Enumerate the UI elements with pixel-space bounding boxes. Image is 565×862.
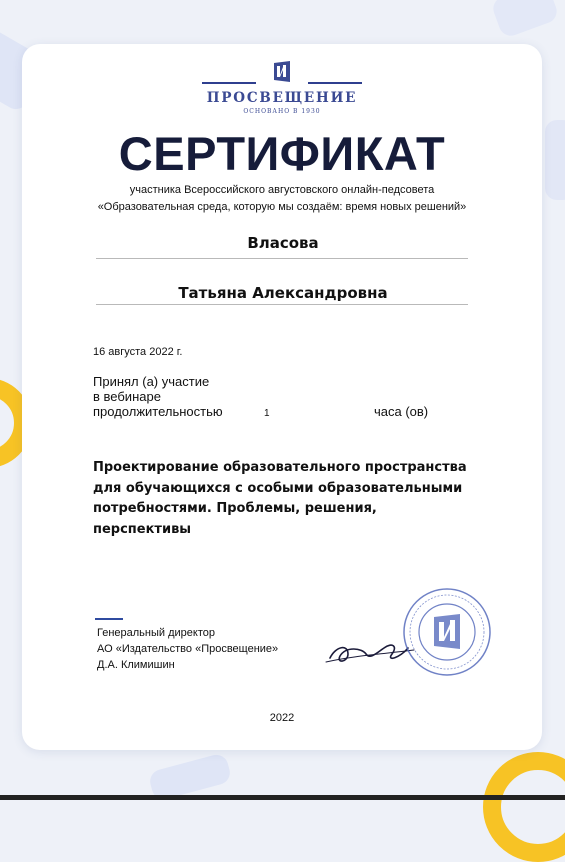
participation-text-line1: Принял (а) участие — [93, 374, 210, 389]
certificate-subtitle-line2: «Образовательная среда, которую мы создаём: время новых решений» — [97, 201, 467, 213]
certificate-title: СЕРТИФИКАТ — [118, 127, 446, 180]
duration-hours-unit: часа (ов) — [374, 404, 429, 419]
certificate-card — [22, 44, 542, 750]
logo-rule-left — [202, 82, 256, 84]
publisher-tagline: ОСНОВАНО В 1930 — [243, 108, 321, 115]
webinar-topic: Проектирование образовательного пространства для обучающихся с особыми образовательными потребностями. Проблемы, решения, перспективы — [93, 460, 467, 537]
publisher-name: ПРОСВЕЩЕНИЕ — [206, 90, 358, 106]
duration-hours-value: 1 — [264, 408, 270, 419]
event-date: 16 августа 2022 г. — [93, 346, 183, 358]
signatory-organization: АО «Издательство «Просвещение» — [97, 643, 279, 655]
certificate-year: 2022 — [269, 712, 295, 724]
surname-underline — [96, 258, 468, 259]
prosveshchenie-emblem-icon — [273, 60, 291, 84]
given-names-underline — [96, 304, 468, 305]
participation-text-line3: продолжительностью — [93, 404, 223, 419]
recipient-surname: Власова — [247, 234, 319, 252]
certificate-subtitle-line1: участника Всероссийского августовского онлайн-педсовета — [129, 184, 435, 196]
signatory-position: Генеральный директор — [97, 627, 215, 639]
bottom-edge-strip — [0, 795, 565, 800]
signature-accent-dash — [95, 618, 123, 620]
background-shape — [545, 120, 565, 200]
background-shape — [490, 0, 560, 39]
participation-text-line2: в вебинаре — [93, 389, 161, 404]
logo-rule-right — [308, 82, 362, 84]
round-seal-stamp — [402, 587, 492, 677]
decorative-yellow-ring — [483, 752, 565, 862]
publisher-logo — [202, 60, 362, 122]
signatory-name: Д.А. Климишин — [97, 659, 175, 671]
recipient-given-names: Татьяна Александровна — [178, 284, 388, 302]
